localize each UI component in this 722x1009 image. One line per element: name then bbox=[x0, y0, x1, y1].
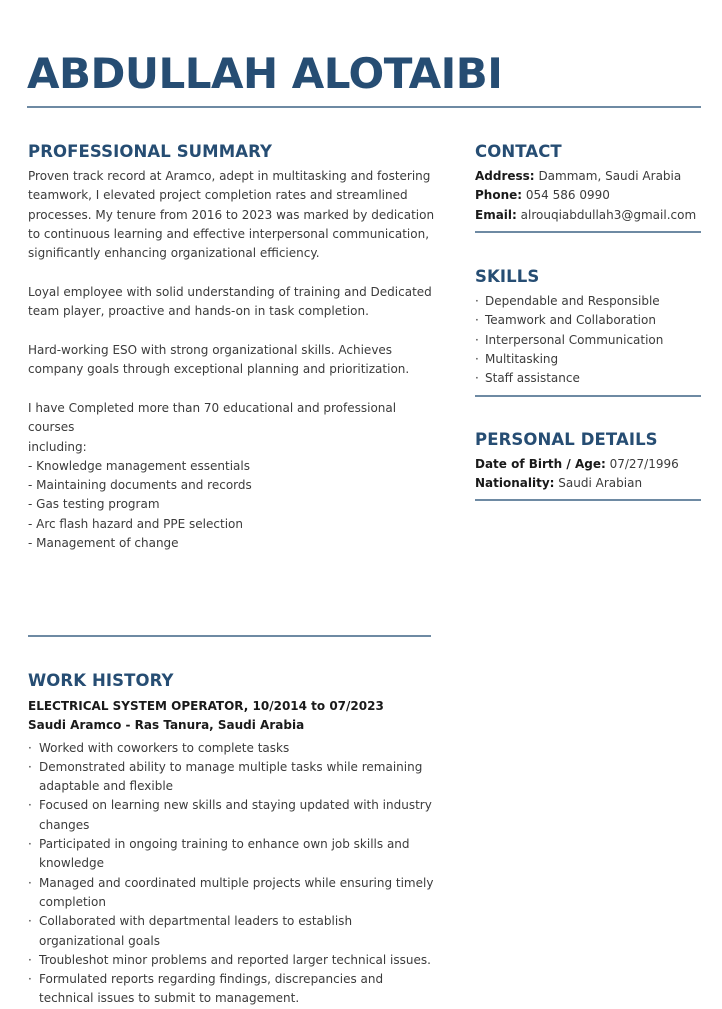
work-history-heading: WORK HISTORY bbox=[28, 671, 174, 690]
job-duty: · Worked with coworkers to complete tasks bbox=[28, 739, 440, 758]
email-value: alrouqiabdullah3@gmail.com bbox=[520, 207, 697, 222]
contact-details bbox=[475, 167, 705, 225]
nationality-label: Nationality: bbox=[475, 476, 555, 491]
skills-divider bbox=[475, 395, 701, 397]
contact-divider bbox=[475, 231, 701, 233]
job-duty: · Focused on learning new skills and staying updated with industry changes bbox=[28, 796, 440, 835]
job-duty: · Managed and coordinated multiple projects while ensuring timely completion bbox=[28, 874, 440, 913]
skill-item: · Multitasking bbox=[475, 350, 705, 369]
skill-item: · Staff assistance bbox=[475, 369, 705, 388]
candidate-name: ABDULLAH ALOTAIBI bbox=[27, 49, 503, 98]
job-duty: · Demonstrated ability to manage multiple tasks while remaining adaptable and flexible bbox=[28, 758, 440, 797]
course-item: - Arc flash hazard and PPE selection bbox=[28, 516, 243, 531]
job-duty: · Participated in ongoing training to enhance own job skills and knowledge bbox=[28, 835, 440, 874]
summary-paragraph-2: Loyal employee with solid understanding of training and Dedicated team player, proactive and hands-on in task completion. bbox=[28, 285, 432, 319]
header-divider bbox=[27, 106, 701, 108]
dob-value: 07/27/1996 bbox=[609, 457, 679, 471]
courses-intro-line-2: including: bbox=[28, 439, 87, 454]
address-value: Dammam, Saudi Arabia bbox=[538, 169, 682, 183]
courses-list bbox=[28, 457, 436, 553]
personal-details-heading: PERSONAL DETAILS bbox=[475, 430, 658, 449]
course-item: - Maintaining documents and records bbox=[28, 478, 252, 493]
nationality-value: Saudi Arabian bbox=[558, 476, 643, 491]
professional-summary-heading: PROFESSIONAL SUMMARY bbox=[28, 142, 273, 161]
nationality-row bbox=[475, 474, 705, 493]
address-label: Address: bbox=[475, 169, 535, 183]
job-entry bbox=[28, 697, 440, 1009]
email-label: Email: bbox=[475, 207, 517, 222]
job-duties-list bbox=[28, 739, 440, 1009]
skills-heading: SKILLS bbox=[475, 267, 540, 286]
job-title: ELECTRICAL SYSTEM OPERATOR, 10/2014 to 07/2023 bbox=[28, 699, 384, 713]
skill-item: · Teamwork and Collaboration bbox=[475, 311, 705, 330]
skills-list bbox=[475, 292, 705, 388]
course-item: - Knowledge management essentials bbox=[28, 458, 250, 473]
personal-details bbox=[475, 455, 705, 494]
skill-item: · Dependable and Responsible bbox=[475, 292, 705, 311]
job-company: Saudi Aramco - Ras Tanura, Saudi Arabia bbox=[28, 718, 305, 733]
contact-address bbox=[475, 167, 705, 186]
contact-heading: CONTACT bbox=[475, 142, 562, 161]
course-item: - Gas testing program bbox=[28, 497, 160, 512]
summary-paragraph-1: Proven track record at Aramco, adept in multitasking and fostering teamwork, I elevated project completion rates and streamlined processes. My tenure from 2016 to 2023 was marked by dedication to continuous learning and effective interpersonal communication, significantly enhancing organizational efficiency. bbox=[28, 169, 435, 261]
job-duty: · Collaborated with departmental leaders to establish organizational goals bbox=[28, 912, 440, 951]
job-duty: · Formulated reports regarding findings, discrepancies and technical issues to submit to management. bbox=[28, 970, 440, 1009]
course-item: - Management of change bbox=[28, 536, 179, 551]
skill-item: · Interpersonal Communication bbox=[475, 331, 705, 350]
phone-label: Phone: bbox=[475, 188, 523, 203]
dob-row bbox=[475, 455, 705, 474]
summary-paragraph-3: Hard-working ESO with strong organizational skills. Achieves company goals through exceptional planning and prioritization. bbox=[28, 343, 410, 377]
courses-block bbox=[28, 399, 436, 553]
contact-phone bbox=[475, 186, 705, 205]
job-duty: · Troubleshot minor problems and reported larger technical issues. bbox=[28, 951, 440, 970]
courses-intro-line-1: I have Completed more than 70 educational and professional courses bbox=[28, 401, 397, 435]
contact-email bbox=[475, 206, 705, 225]
dob-label: Date of Birth / Age: bbox=[475, 457, 606, 471]
personal-details-divider bbox=[475, 499, 701, 501]
phone-value: 054 586 0990 bbox=[525, 188, 610, 203]
work-history-divider bbox=[28, 635, 431, 637]
